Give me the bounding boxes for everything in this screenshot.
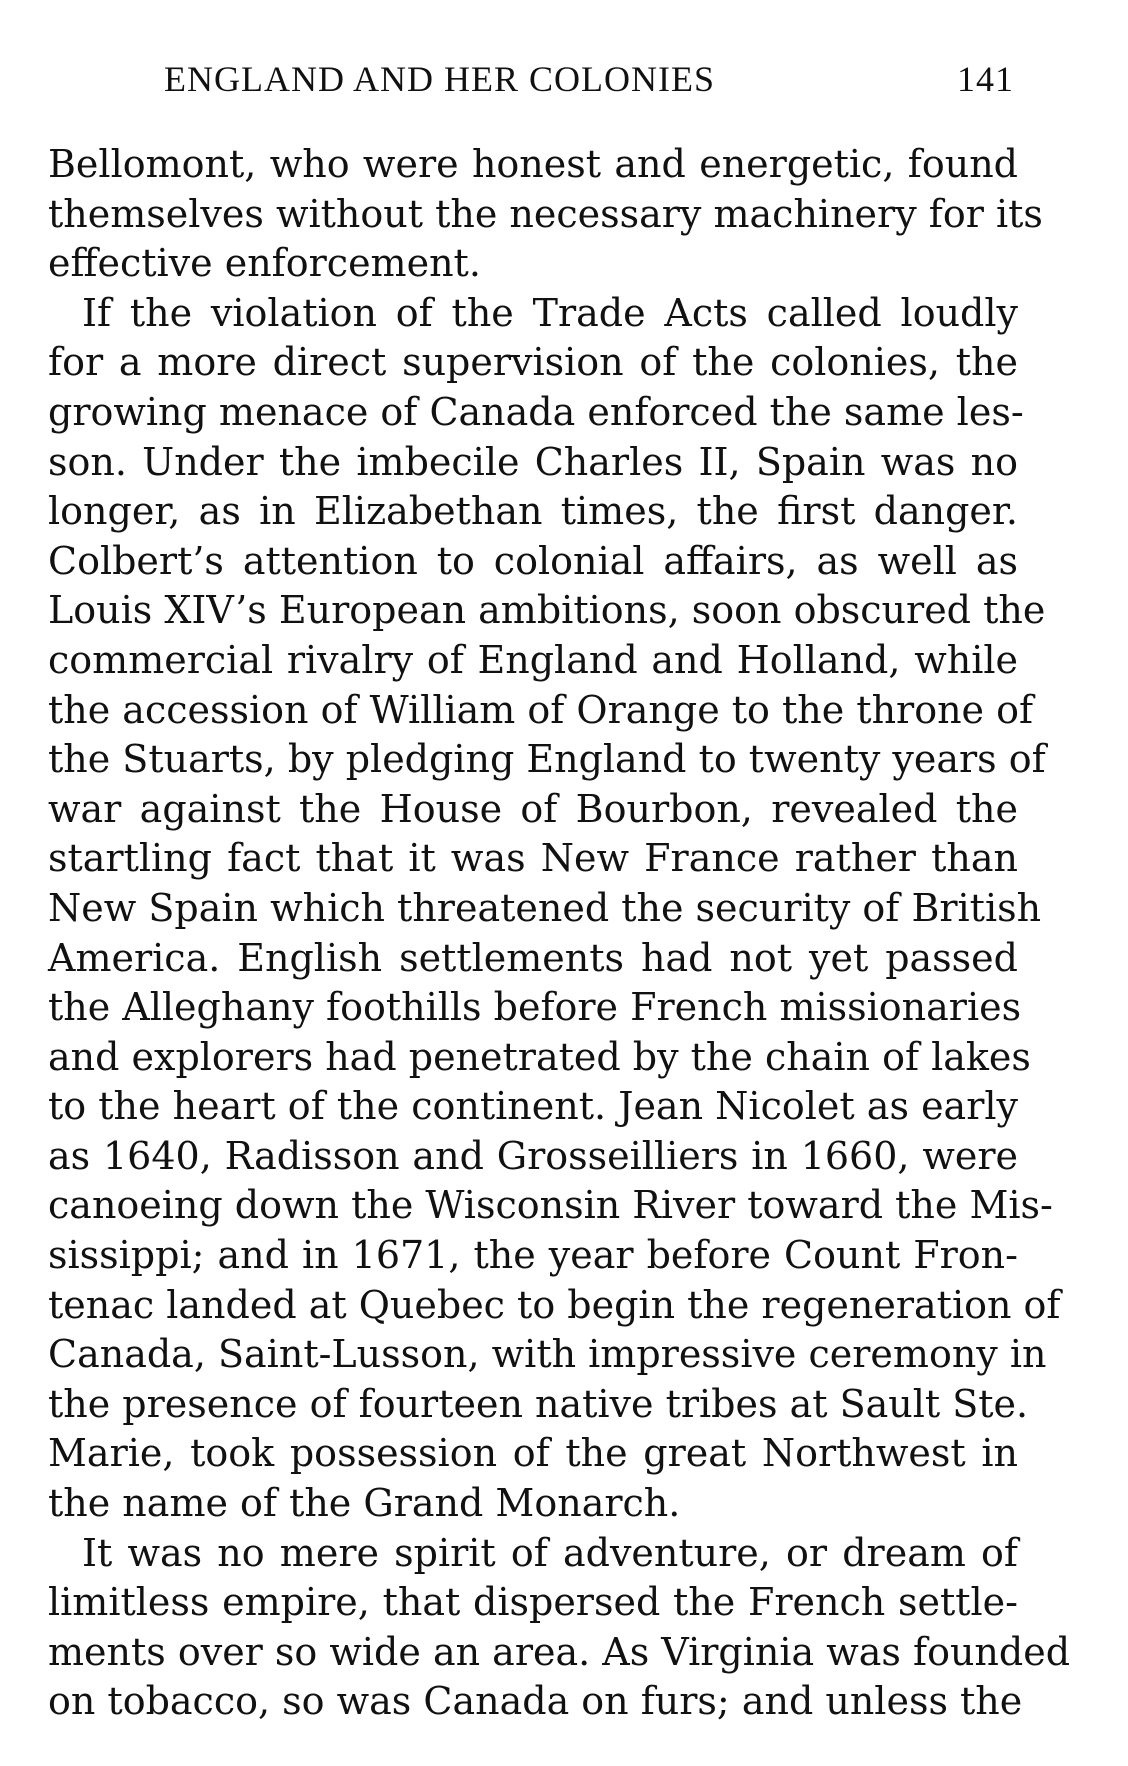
- text-line: It was no mere spirit of adventure, or dream of: [82, 1530, 1018, 1575]
- text-line: limitless empire, that dispersed the French settle-: [48, 1580, 1018, 1625]
- text-line: war against the House of Bourbon, revealed the: [48, 786, 1018, 831]
- text-line: Louis XIV’s European ambitions, soon obscured the: [48, 588, 1046, 633]
- text-line: Bellomont, who were honest and energetic, found: [48, 142, 1018, 186]
- text-line: sissippi; and in 1671, the year before Count Fron-: [48, 1233, 1018, 1278]
- text-line: for a more direct supervision of the colonies, the: [48, 340, 1018, 385]
- text-line: canoeing down the Wisconsin River toward the Mis-: [48, 1183, 1053, 1228]
- text-line: themselves without the necessary machinery for its: [48, 191, 1043, 236]
- text-line: Colbert’s attention to colonial affairs, as well as: [48, 538, 1018, 583]
- text-line: on tobacco, so was Canada on furs; and unless the: [48, 1679, 1023, 1724]
- text-line: the name of the Grand Monarch.: [48, 1481, 681, 1526]
- text-line: longer, as in Elizabethan times, the first danger.: [48, 489, 1018, 534]
- running-head: [164, 58, 1014, 108]
- text-line: tenac landed at Quebec to begin the regeneration of: [48, 1282, 1061, 1327]
- text-line: to the heart of the continent. Jean Nicolet as early: [48, 1084, 1018, 1129]
- running-head-title: ENGLAND AND HER COLONIES: [164, 59, 715, 99]
- text-line: son. Under the imbecile Charles II, Spain was no: [48, 439, 1018, 484]
- text-line: Marie, took possession of the great Northwest in: [48, 1431, 1018, 1476]
- text-line: New Spain which threatened the security of British: [48, 885, 1042, 930]
- text-line: startling fact that it was New France rather than: [48, 836, 1018, 881]
- body-text: [48, 140, 1071, 1727]
- text-line: as 1640, Radisson and Grosseilliers in 1660, were: [48, 1133, 1018, 1178]
- text-line: the Stuarts, by pledging England to twenty years of: [48, 737, 1046, 782]
- text-line: effective enforcement.: [48, 241, 481, 286]
- text-line: the Alleghany foothills before French missionaries: [48, 985, 1022, 1030]
- text-line: and explorers had penetrated by the chain of lakes: [48, 1034, 1031, 1079]
- page-number: 141: [957, 59, 1014, 99]
- text-line: the presence of fourteen native tribes at Sault Ste.: [48, 1381, 1029, 1426]
- text-line: If the violation of the Trade Acts called loudly: [82, 290, 1018, 335]
- text-line: growing menace of Canada enforced the same les-: [48, 389, 1024, 434]
- text-line: Canada, Saint-Lusson, with impressive ceremony in: [48, 1332, 1047, 1377]
- text-line: commercial rivalry of England and Holland, while: [48, 637, 1018, 682]
- text-line: America. English settlements had not yet passed: [48, 935, 1018, 980]
- text-line: ments over so wide an area. As Virginia was founded: [48, 1629, 1071, 1674]
- text-line: the accession of William of Orange to the throne of: [48, 687, 1034, 732]
